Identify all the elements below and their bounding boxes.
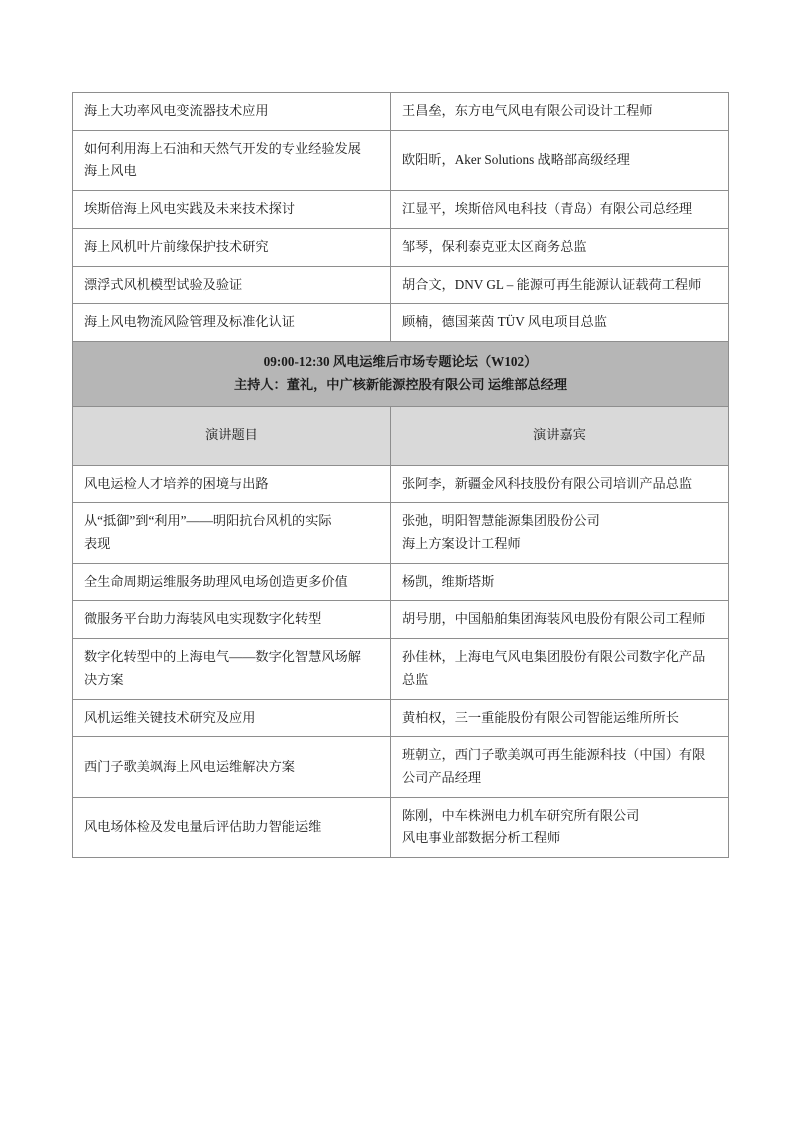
- speaker-cell: [391, 503, 729, 563]
- topic-line: 决方案: [84, 671, 124, 687]
- topic-line: 海上大功率风电变流器技术应用: [84, 103, 269, 118]
- speaker-cell: [391, 304, 729, 342]
- column-header-topic: 演讲题目: [73, 406, 391, 465]
- speaker-line: 张弛，明阳智慧能源集团股份公司: [402, 513, 600, 529]
- speaker-line: 公司产品经理: [402, 769, 482, 785]
- table-row: [73, 191, 729, 229]
- table-row: [73, 228, 729, 266]
- topic-cell: [73, 228, 391, 266]
- topic-cell: [73, 601, 391, 639]
- topic-line: 海上风电: [84, 163, 137, 179]
- topic-cell: [73, 130, 391, 190]
- speaker-cell: [391, 563, 729, 601]
- topic-line: 从“抵御”到“利用”——明阳抗台风机的实际: [84, 513, 332, 529]
- topic-line: 数字化转型中的上海电气——数字化智慧风场解: [84, 649, 361, 665]
- topic-cell: [73, 304, 391, 342]
- speaker-cell: [391, 737, 729, 797]
- table-row: [73, 304, 729, 342]
- topic-cell: [73, 563, 391, 601]
- speaker-line: 总监: [402, 671, 429, 687]
- agenda-table-container: [72, 92, 728, 858]
- speaker-line: 顾楠，德国莱茵 TÜV 风电项目总监: [402, 314, 607, 330]
- topic-cell: [73, 191, 391, 229]
- table-row: [73, 601, 729, 639]
- speaker-cell: [391, 797, 729, 857]
- speaker-line: 欧阳昕，Aker Solutions 战略部高级经理: [402, 152, 630, 168]
- topic-line: 西门子歌美飒海上风电运维解决方案: [84, 758, 295, 774]
- topic-cell: [73, 93, 391, 131]
- topic-cell: [73, 465, 391, 503]
- column-header-speaker: 演讲嘉宾: [391, 406, 729, 465]
- speaker-line: 王昌垒，东方电气风电有限公司设计工程师: [402, 103, 653, 118]
- speaker-line: 邹琴，保利泰克亚太区商务总监: [402, 238, 587, 254]
- table-row: [73, 503, 729, 563]
- speaker-cell: [391, 191, 729, 229]
- topic-line: 风电场体检及发电量后评估助力智能运维: [84, 819, 322, 834]
- speaker-line: 孙佳林，上海电气风电集团股份有限公司数字化产品: [402, 649, 706, 665]
- speaker-cell: [391, 699, 729, 737]
- table-row: [73, 639, 729, 699]
- speaker-line: 胡号朋，中国船舶集团海装风电股份有限公司工程师: [402, 611, 706, 627]
- speaker-cell: [391, 228, 729, 266]
- table-row: [73, 465, 729, 503]
- speaker-cell: [391, 93, 729, 131]
- table-row: [73, 130, 729, 190]
- speaker-line: 海上方案设计工程师: [402, 536, 521, 552]
- table-row: [73, 699, 729, 737]
- speaker-cell: [391, 130, 729, 190]
- table-row: [73, 737, 729, 797]
- session-banner-row: [73, 341, 729, 406]
- topic-line: 微服务平台助力海装风电实现数字化转型: [84, 611, 322, 627]
- topic-line: 表现: [84, 536, 111, 552]
- agenda-table: [72, 92, 729, 858]
- topic-line: 埃斯倍海上风电实践及未来技术探讨: [84, 201, 295, 217]
- table-row: [73, 797, 729, 857]
- topic-line: 风电运检人才培养的困境与出路: [84, 475, 269, 491]
- topic-line: 漂浮式风机模型试验及验证: [84, 276, 243, 292]
- session-moderator: 主持人：董礼，中广核新能源控股有限公司 运维部总经理: [234, 377, 567, 393]
- topic-line: 海上风电物流风险管理及标准化认证: [84, 314, 295, 330]
- speaker-cell: [391, 465, 729, 503]
- speaker-line: 风电事业部数据分析工程师: [402, 830, 561, 846]
- topic-line: 如何利用海上石油和天然气开发的专业经验发展: [84, 140, 361, 156]
- session-time-title: 09:00-12:30 风电运维后市场专题论坛（W102）: [263, 353, 538, 369]
- speaker-line: 江显平，埃斯倍风电科技（青岛）有限公司总经理: [402, 201, 693, 217]
- column-header-row: [73, 406, 729, 465]
- speaker-line: 陈刚，中车株洲电力机车研究所有限公司: [402, 807, 640, 823]
- topic-cell: [73, 639, 391, 699]
- topic-line: 海上风机叶片前缘保护技术研究: [84, 238, 269, 254]
- speaker-cell: [391, 639, 729, 699]
- speaker-line: 班朝立，西门子歌美飒可再生能源科技（中国）有限: [402, 747, 706, 763]
- speaker-line: 胡合文，DNV GL – 能源可再生能源认证载荷工程师: [402, 276, 702, 292]
- table-row: [73, 266, 729, 304]
- topic-line: 全生命周期运维服务助理风电场创造更多价值: [84, 573, 348, 589]
- topic-cell: [73, 699, 391, 737]
- speaker-line: 杨凯，维斯塔斯: [402, 573, 495, 589]
- topic-line: 风机运维关键技术研究及应用: [84, 709, 256, 725]
- speaker-cell: [391, 601, 729, 639]
- speaker-cell: [391, 266, 729, 304]
- table-row: [73, 93, 729, 131]
- table-row: [73, 563, 729, 601]
- session-banner-cell: [73, 341, 729, 406]
- speaker-line: 黄柏权，三一重能股份有限公司智能运维所所长: [402, 709, 679, 725]
- speaker-line: 张阿李，新疆金风科技股份有限公司培训产品总监: [402, 475, 693, 491]
- topic-cell: [73, 503, 391, 563]
- topic-cell: [73, 737, 391, 797]
- topic-cell: [73, 266, 391, 304]
- topic-cell: [73, 797, 391, 857]
